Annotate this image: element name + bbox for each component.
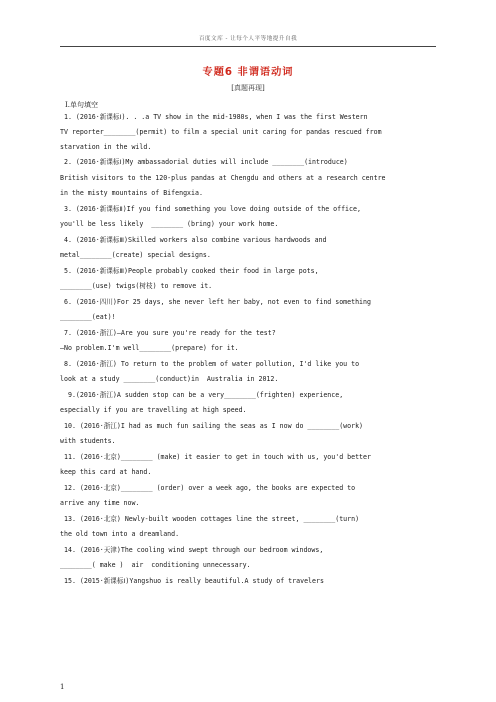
text-line: 1. (2016·新课标Ⅰ). . .a TV show in the mid-1980s, when I was the first Western xyxy=(64,113,368,121)
text-line: 8. (2016·浙江) To return to the problem of water pollution, I'd like you to xyxy=(64,360,360,368)
text-line: 13. (2016·北京) Newly-built wooden cottages line the street, ________(turn) xyxy=(64,515,360,523)
text-line: British visitors to the 120-plus pandas at Chengdu and others at a research centre xyxy=(60,174,386,182)
text-line: 2. (2016·新课标Ⅰ)My ambassadorial duties will include ________(introduce) xyxy=(64,158,348,166)
text-line: 4. (2016·新课标Ⅲ)Skilled workers also combine various hardwoods and xyxy=(64,236,327,244)
text-line: starvation in the wild. xyxy=(60,143,152,151)
page-number: 1 xyxy=(60,683,65,691)
header-text: 百度文库 - 让每个人平等地提升自我 xyxy=(198,36,298,42)
text-line: in the misty mountains of Bifengxia. xyxy=(60,189,203,197)
text-line: the old town into a dreamland. xyxy=(60,530,180,538)
text-line: with students. xyxy=(60,437,116,445)
text-line: keep this card at hand. xyxy=(60,468,152,476)
text-line: 7. (2016·浙江)—Are you sure you're ready for the test? xyxy=(64,329,276,337)
text-line: 9.(2016·浙江)A sudden stop can be a very________(frighten) experience, xyxy=(64,391,344,399)
text-line: 11. (2016·北京)________ (make) it easier to get in touch with us, you'd better xyxy=(64,453,371,461)
text-line: 3. (2016·新课标Ⅱ)If you find something you love doing outside of the office, xyxy=(64,205,361,213)
text-line: —No problem.I'm well________(prepare) for it. xyxy=(60,344,239,352)
text-line: especially if you are travelling at high speed. xyxy=(60,406,247,414)
text-line: 5. (2016·新课标Ⅲ)People probably cooked their food in large pots, xyxy=(64,267,319,275)
text-line: 10. (2016·浙江)I had as much fun sailing the seas as I now do ________(work) xyxy=(64,422,364,430)
text-line: ________( make ) air conditioning unnecessary. xyxy=(60,561,251,569)
text-line: ________(use) twigs(树枝) to remove it. xyxy=(60,282,213,290)
document-title: 专题6 非谓语动词 xyxy=(202,67,294,78)
page-header xyxy=(60,0,436,47)
text-line: you'll be less likely ________ (bring) your work home. xyxy=(60,220,279,228)
document-subtitle: [真题再现] xyxy=(231,84,265,92)
text-line: ________(eat)! xyxy=(60,313,116,321)
text-line: metal________(create) special designs. xyxy=(60,251,211,259)
section-heading: Ⅰ.单句填空 xyxy=(65,101,98,109)
text-line: look at a study ________(conduct)in Australia in 2012. xyxy=(60,375,279,383)
text-line: 15. (2015·新课标Ⅰ)Yangshuo is really beautiful.A study of travelers xyxy=(64,577,324,585)
text-line: 12. (2016·北京)________ (order) over a week ago, the books are expected to xyxy=(64,484,356,492)
text-line: 6. (2016·四川)For 25 days, she never left her baby, not even to find something xyxy=(64,298,371,306)
text-line: 14. (2016·天津)The cooling wind swept through our bedroom windows, xyxy=(64,546,324,554)
text-line: arrive any time now. xyxy=(60,499,140,507)
text-line: TV reporter________(permit) to film a special unit caring for pandas rescued from xyxy=(60,128,382,136)
